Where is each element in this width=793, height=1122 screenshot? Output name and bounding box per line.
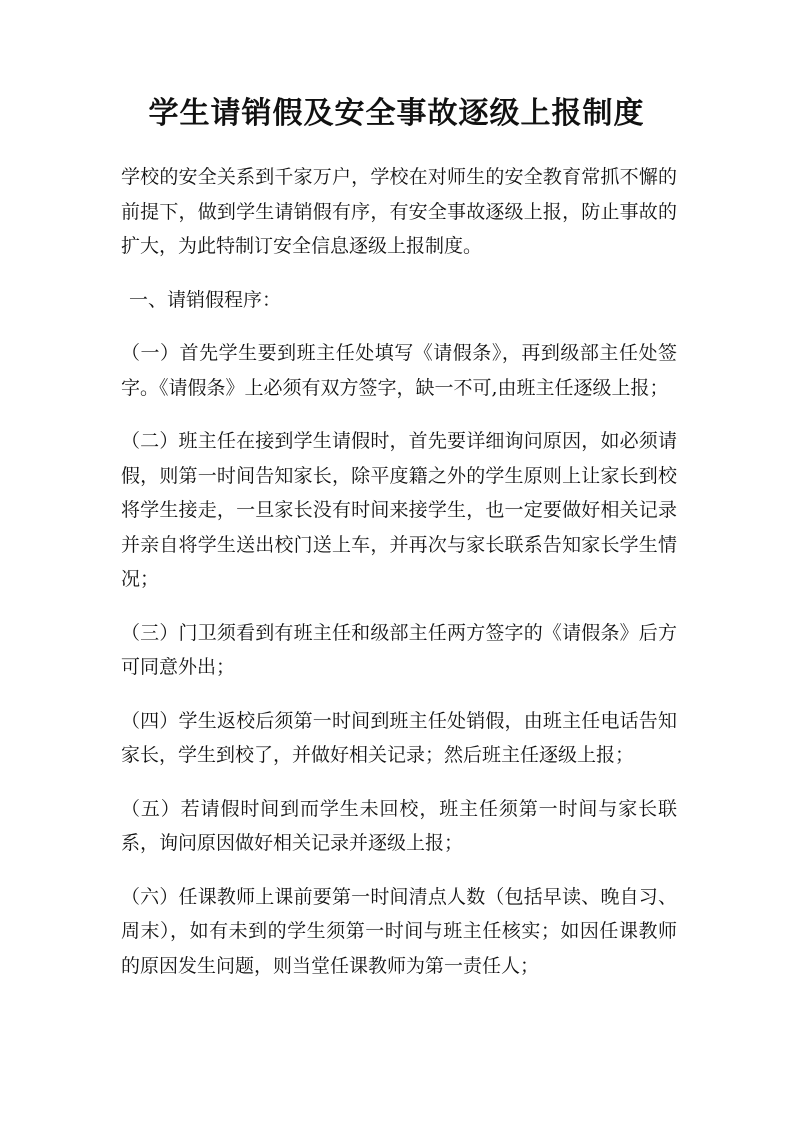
procedure-item-6: （六）任课教师上课前要第一时间清点人数（包括早读、晚自习、周末），如有未到的学生须第一时间与班主任核实；如因任课教师的原因发生问题，则当堂任课教师为第一责任人； — [121, 885, 677, 977]
procedure-item-3: （三）门卫须看到有班主任和级部主任两方签字的《请假条》后方可同意外出； — [121, 621, 677, 678]
procedure-item-2: （二）班主任在接到学生请假时，首先要详细询问原因，如必须请假，则第一时间告知家长，除平度籍之外的学生原则上让家长到校将学生接走，一旦家长没有时间来接学生，也一定要做好相关记录并亲自将学生送出校门送上车，并再次与家长联系告知家长学生情况； — [121, 430, 677, 590]
section-heading-leave-procedure: 一、请销假程序： — [129, 288, 282, 311]
document-title: 学生请销假及安全事故逐级上报制度 — [148, 96, 645, 131]
intro-paragraph: 学校的安全关系到千家万户，学校在对师生的安全教育常抓不懈的前提下，做到学生请销假有序，有安全事故逐级上报，防止事故的扩大，为此特制订安全信息逐级上报制度。 — [121, 166, 677, 257]
procedure-item-4: （四）学生返校后须第一时间到班主任处销假，由班主任电话告知家长，学生到校了，并做好相关记录；然后班主任逐级上报； — [121, 709, 677, 766]
procedure-item-1: （一）首先学生要到班主任处填写《请假条》，再到级部主任处签字。《请假条》上必须有双方签字，缺一不可,由班主任逐级上报； — [121, 342, 677, 399]
document-body — [121, 160, 677, 1002]
procedure-item-5: （五）若请假时间到而学生未回校，班主任须第一时间与家长联系，询问原因做好相关记录并逐级上报； — [121, 797, 677, 854]
